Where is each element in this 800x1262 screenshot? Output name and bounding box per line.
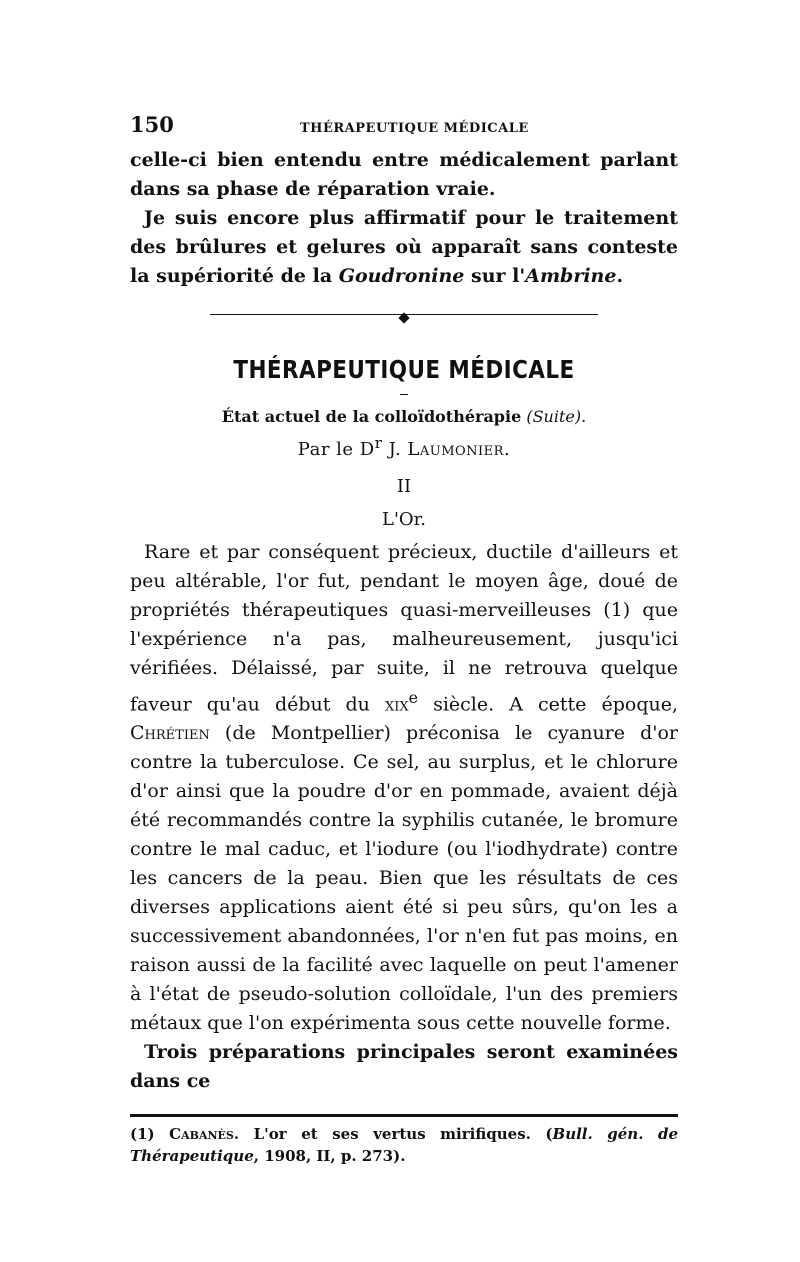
author-prefix: Par le D bbox=[297, 439, 375, 460]
intro-p2-text-e: . bbox=[616, 265, 624, 287]
footnote-text-a: L'or et ses vertus mirifiques. ( bbox=[239, 1125, 553, 1144]
footnote-journal: Bull. gén. de Thérapeutique bbox=[130, 1125, 678, 1166]
document-page bbox=[130, 112, 678, 1167]
chapter-heading: L'Or. bbox=[381, 509, 426, 530]
article-subtitle-text: État actuel de la colloïdothérapie bbox=[221, 407, 522, 426]
body-paragraph-1 bbox=[130, 538, 678, 1038]
intro-p2-text-c: sur l' bbox=[464, 265, 526, 287]
intro-p2-text-a: Je suis encore plus affirmatif pour le traitement des brûlures et gelures où apparaît sans conteste la supériorité de la bbox=[130, 207, 678, 287]
intro-p2-italic-ambrine: Ambrine bbox=[525, 265, 617, 287]
running-title: THÉRAPEUTIQUE MÉDICALE bbox=[300, 121, 529, 136]
body-p1-text-c: (de Montpellier) préconisa le cyanure d'or contre la tuberculose. Ce sel, au surplus, et le chlorure d'or ainsi que la poudre d'or en pommade, avaient déjà été recommandés contre la syphilis cutanée, le bromure contre le mal caduc, et l'iodure (ou l'iodhydrate) contre les cancers de la peau. Bien que les résultats de ces diverses applications aient été si peu sûrs, qu'on les a successivement abandonnées, l'or n'en fut pas moins, en raison aussi de la facilité avec laquelle on peut l'amener à l'état de pseudo-solution colloïdale, l'un des premiers métaux que l'on expérimenta sous cette nouvelle forme. bbox=[130, 722, 678, 1035]
intro-p1-text: celle-ci bien entendu entre médicalement parlant dans sa phase de réparation vraie. bbox=[130, 149, 678, 200]
footnote-number: (1) bbox=[130, 1125, 170, 1144]
page-number: 150 bbox=[130, 112, 174, 137]
name-chretien: Chrétien bbox=[130, 722, 210, 745]
footnote bbox=[130, 1123, 678, 1167]
intro-paragraph-2 bbox=[130, 204, 678, 291]
author-line bbox=[130, 434, 678, 460]
section-title-rule bbox=[400, 394, 408, 395]
article-subtitle-suite: (Suite). bbox=[526, 407, 587, 426]
author-name: J. Laumonier. bbox=[388, 439, 511, 460]
century-sup: e bbox=[408, 688, 418, 707]
century-numeral: xix bbox=[384, 693, 409, 716]
body-p1-text-b: siècle. A cette époque, bbox=[418, 693, 678, 716]
running-head bbox=[130, 112, 678, 146]
body-text bbox=[130, 538, 678, 1096]
body-p2-text: Trois préparations principales seront examinées dans ce bbox=[130, 1041, 678, 1093]
body-p1-text-a: Rare et par conséquent précieux, ductile d'ailleurs et peu altérable, l'or fut, pendant le moyen âge, doué de propriétés thérapeutiques quasi-merveilleuses (1) que l'expérience n'a pas, malheureusement, jusqu'ici vérifiées. Délaissé, par suite, il ne retrouva quelque faveur qu'au début du bbox=[130, 541, 678, 716]
author-title-sup: r bbox=[374, 434, 383, 452]
footnote-author: Cabanès. bbox=[169, 1125, 240, 1144]
footnote-text-b: , 1908, II, p. 273). bbox=[253, 1147, 406, 1166]
body-paragraph-2 bbox=[130, 1038, 678, 1096]
intro-p2-italic-goudronine: Goudronine bbox=[338, 265, 465, 287]
article-subtitle bbox=[130, 407, 678, 426]
chapter-number: II bbox=[396, 476, 412, 497]
footnote-rule bbox=[130, 1114, 678, 1117]
section-title: THÉRAPEUTIQUE MÉDICALE bbox=[233, 355, 575, 384]
ornamental-rule bbox=[130, 305, 678, 325]
intro-paragraph-1 bbox=[130, 146, 678, 204]
